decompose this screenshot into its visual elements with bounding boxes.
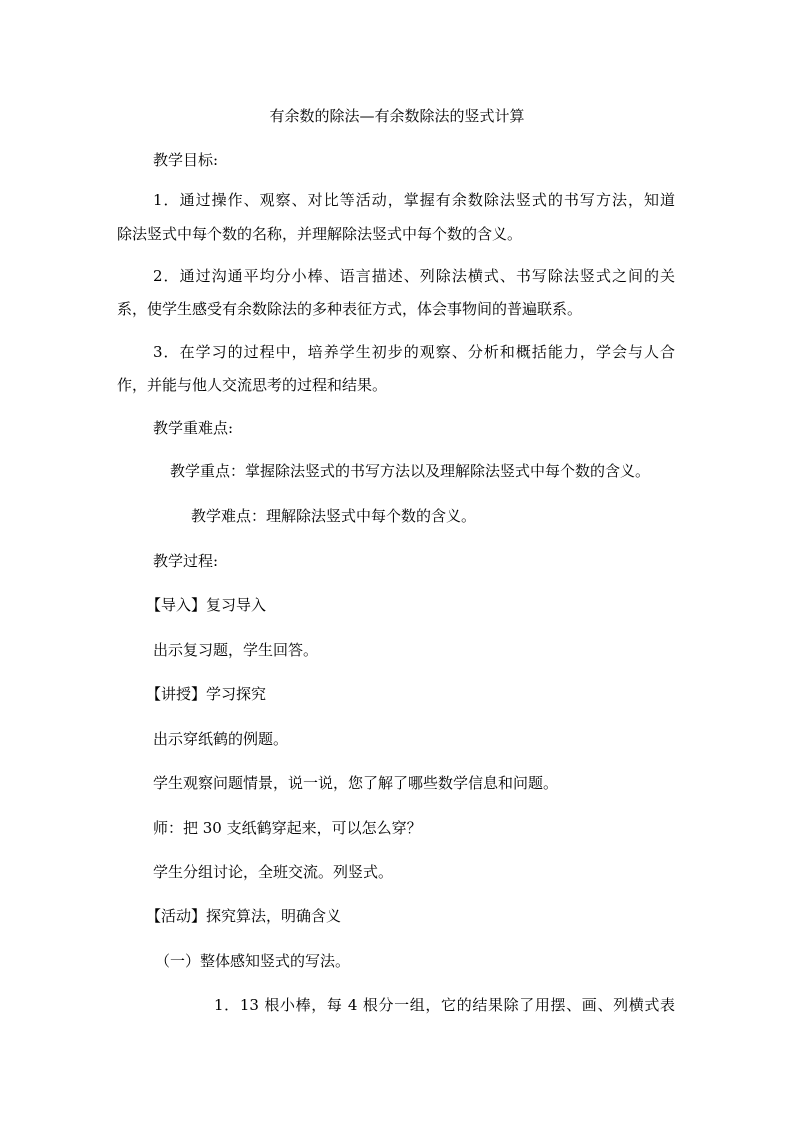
difficult-point: 教学难点：理解除法竖式中每个数的含义。 bbox=[191, 507, 477, 525]
objective-1-line-1: 1．通过操作、观察、对比等活动，掌握有余数除法竖式的书写方法，知道 bbox=[153, 191, 675, 209]
paragraph: 出示复习题，学生回答。 bbox=[153, 641, 319, 659]
document-title: 有余数的除法—有余数除法的竖式计算 bbox=[269, 107, 525, 125]
paragraph: 出示穿纸鹤的例题。 bbox=[153, 730, 289, 748]
step-intro-heading: 【导入】复习导入 bbox=[146, 596, 267, 614]
subsection-heading: （一）整体感知竖式的写法。 bbox=[155, 952, 351, 970]
activity-step-1: 1．13 根小棒，每 4 根分一组，它的结果除了用摆、画、列横式表 bbox=[214, 996, 675, 1014]
paragraph: 学生分组讨论，全班交流。列竖式。 bbox=[153, 863, 394, 881]
paragraph: 师：把 30 支纸鹤穿起来，可以怎么穿？ bbox=[153, 819, 422, 837]
section-heading-process: 教学过程: bbox=[153, 552, 219, 570]
step-lecture-heading: 【讲授】学习探究 bbox=[146, 685, 267, 703]
section-heading-objectives: 教学目标: bbox=[153, 151, 219, 169]
objective-3-line-1: 3．在学习的过程中，培养学生初步的观察、分析和概括能力，学会与人合 bbox=[153, 343, 675, 361]
objective-2-line-2: 系，使学生感受有余数除法的多种表征方式，体会事物间的普遍联系。 bbox=[117, 300, 583, 318]
step-activity-heading: 【活动】探究算法，明确含义 bbox=[146, 907, 342, 925]
objective-2-line-1: 2．通过沟通平均分小棒、语言描述、列除法横式、书写除法竖式之间的关 bbox=[153, 267, 675, 285]
section-heading-key-points: 教学重难点: bbox=[153, 419, 234, 437]
paragraph: 学生观察问题情景，说一说，您了解了哪些数学信息和问题。 bbox=[153, 774, 559, 792]
objective-3-line-2: 作，并能与他人交流思考的过程和结果。 bbox=[117, 376, 388, 394]
objective-1-line-2: 除法竖式中每个数的名称，并理解除法竖式中每个数的含义。 bbox=[117, 225, 523, 243]
key-point: 教学重点：掌握除法竖式的书写方法以及理解除法竖式中每个数的含义。 bbox=[170, 462, 651, 480]
